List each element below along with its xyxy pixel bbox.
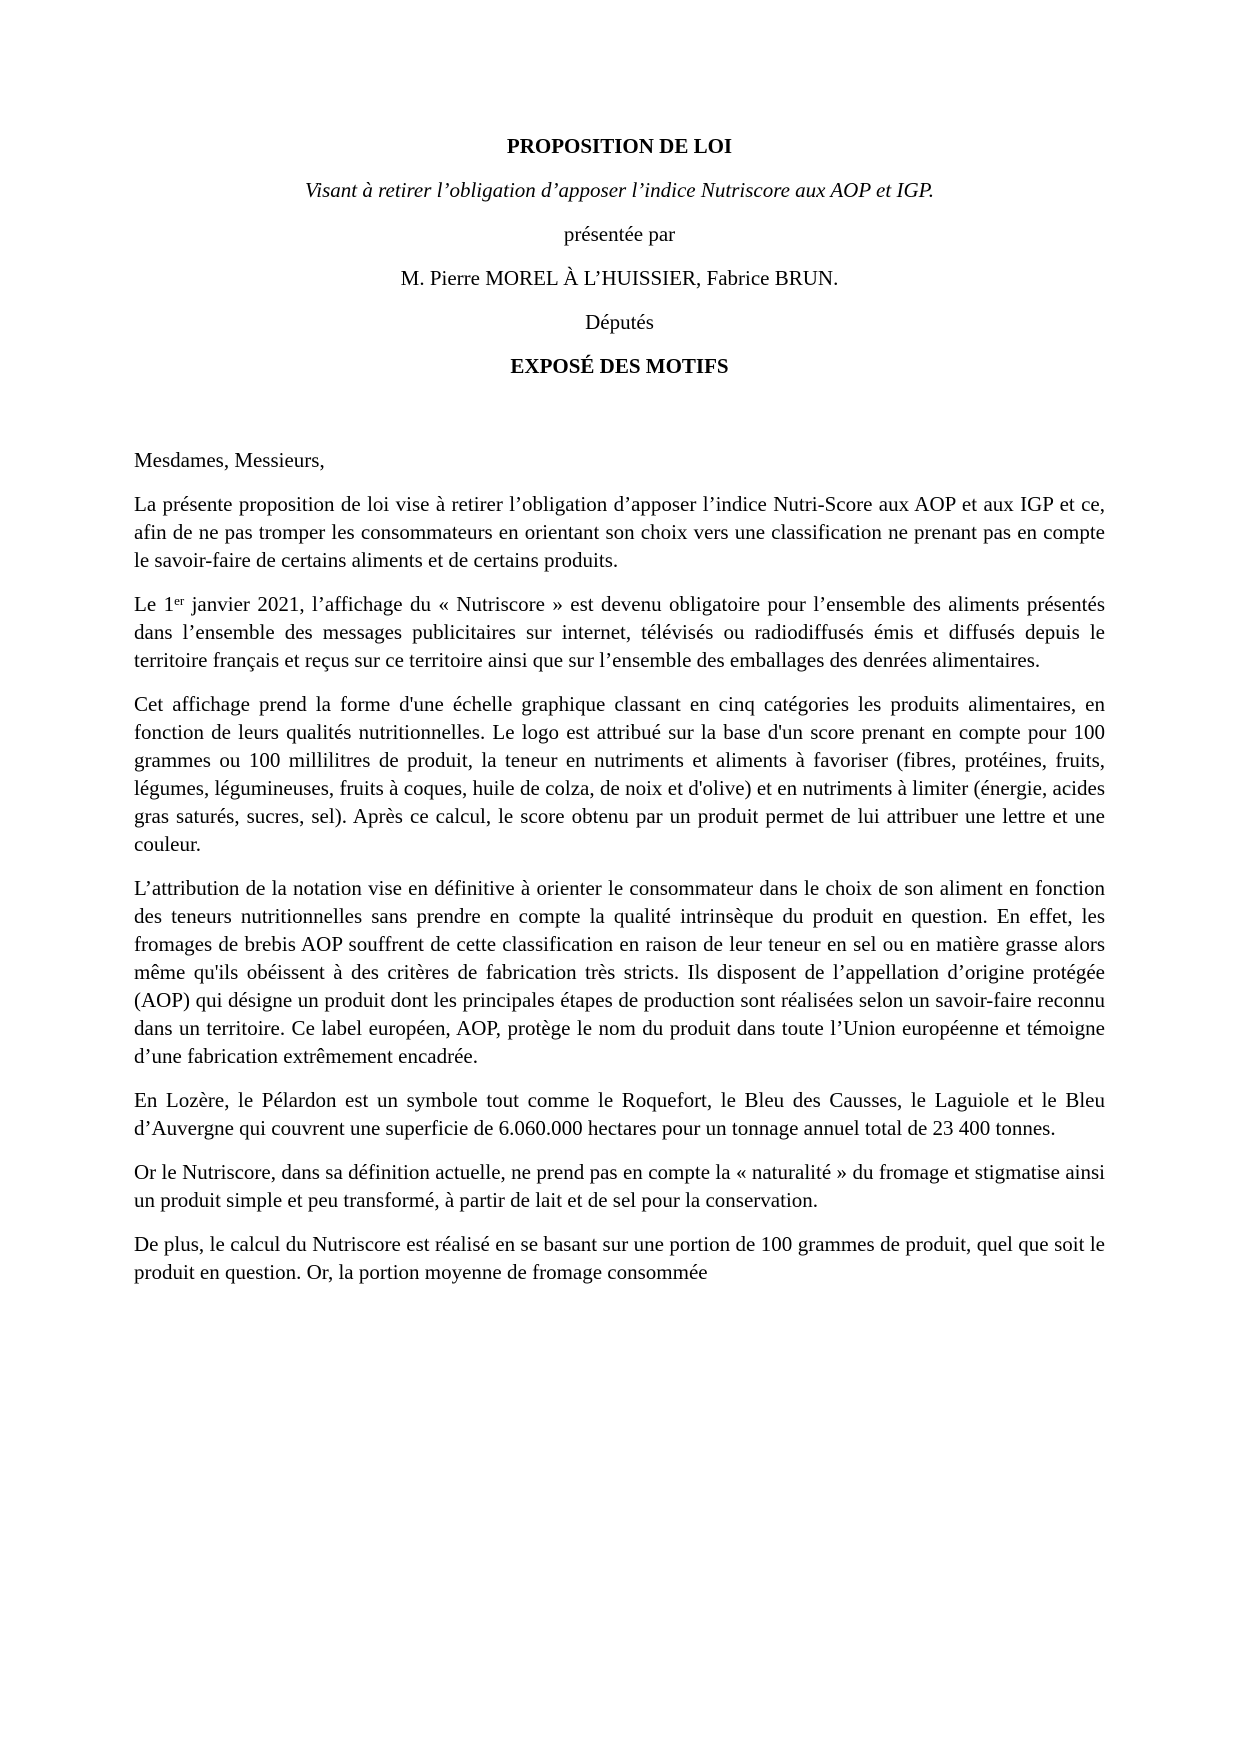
document-title: PROPOSITION DE LOI bbox=[506, 134, 733, 158]
paragraph-1: La présente proposition de loi vise à retirer l’obligation d’apposer l’indice Nutri-Score aux AOP et aux IGP et ce, afin de ne pas tromper les consommateurs en orientant son choix vers une classification ne prenant pas en compte le savoir-faire de certains aliments et de certains produits. bbox=[134, 492, 1105, 572]
salutation: Mesdames, Messieurs, bbox=[134, 448, 325, 472]
paragraph-2-prefix: Le 1 bbox=[134, 592, 175, 616]
paragraph-2-text: janvier 2021, l’affichage du « Nutriscore » est devenu obligatoire pour l’ensemble des aliments présentés dans l’ensemble des messages publicitaires sur internet, télévisés ou radiodiffusés émis et diffusés depuis le territoire français et reçus sur ce territoire ainsi que sur l’ensemble des emballages des denrées alimentaires. bbox=[134, 592, 1105, 672]
paragraph-5: En Lozère, le Pélardon est un symbole tout comme le Roquefort, le Bleu des Causses, le Laguiole et le Bleu d’Auvergne qui couvrent une superficie de 6.060.000 hectares pour un tonnage annuel total de 23 400 tonnes. bbox=[134, 1088, 1105, 1140]
document-subtitle: Visant à retirer l’obligation d’apposer l’indice Nutriscore aux AOP et IGP. bbox=[305, 178, 934, 202]
paragraph-3: Cet affichage prend la forme d'une échelle graphique classant en cinq catégories les produits alimentaires, en fonction de leurs qualités nutritionnelles. Le logo est attribué sur la base d'un score prenant en compte pour 100 grammes ou 100 millilitres de produit, la teneur en nutriments et aliments à favoriser (fibres, protéines, fruits, légumes, légumineuses, fruits à coques, huile de colza, de noix et d'olive) et en nutriments à limiter (énergie, acides gras saturés, sucres, sel). Après ce calcul, le score obtenu par un produit permet de lui attribuer une lettre et une couleur. bbox=[134, 692, 1105, 856]
paragraph-7: De plus, le calcul du Nutriscore est réalisé en se basant sur une portion de 100 grammes de produit, quel que soit le produit en question. Or, la portion moyenne de fromage consommée bbox=[134, 1232, 1105, 1284]
authors-role: Députés bbox=[585, 310, 654, 334]
paragraph-4: L’attribution de la notation vise en définitive à orienter le consommateur dans le choix de son aliment en fonction des teneurs nutritionnelles sans prendre en compte la qualité intrinsèque du produit en question. En effet, les fromages de brebis AOP souffrent de cette classification en raison de leur teneur en sel ou en matière grasse alors même qu'ils obéissent à des critères de fabrication très stricts. Ils disposent de l’appellation d’origine protégée (AOP) qui désigne un produit dont les principales étapes de production sont réalisées selon un savoir-faire reconnu dans un territoire. Ce label européen, AOP, protège le nom du produit dans toute l’Union européenne et témoigne d’une fabrication extrêmement encadrée. bbox=[134, 876, 1105, 1068]
presented-by-label: présentée par bbox=[563, 222, 676, 246]
section-title: EXPOSÉ DES MOTIFS bbox=[510, 354, 729, 378]
ordinal-superscript: er bbox=[174, 593, 185, 608]
paragraph-6: Or le Nutriscore, dans sa définition actuelle, ne prend pas en compte la « naturalité » du fromage et stigmatise ainsi un produit simple et peu transformé, à partir de lait et de sel pour la conservation. bbox=[134, 1160, 1105, 1212]
document-page bbox=[134, 132, 1105, 1286]
paragraph-2 bbox=[134, 590, 1105, 674]
authors: M. Pierre MOREL À L’HUISSIER, Fabrice BRUN. bbox=[400, 266, 839, 290]
